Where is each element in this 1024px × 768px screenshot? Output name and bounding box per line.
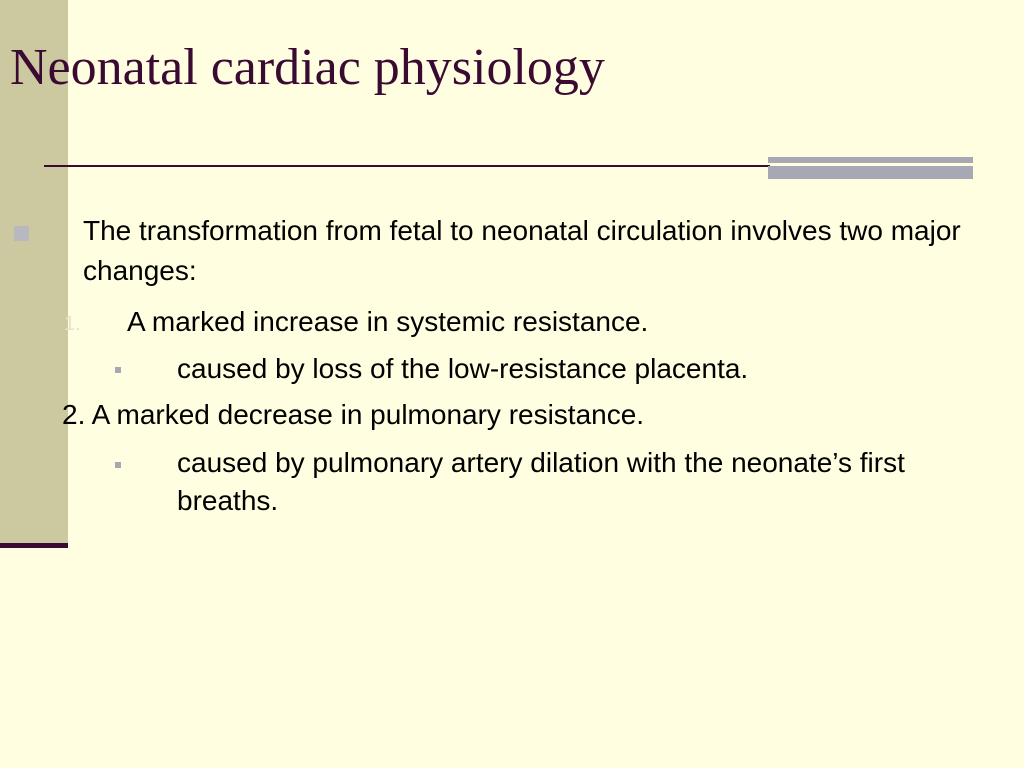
- title-underline: [44, 165, 770, 167]
- sub-bullet-icon: [115, 462, 121, 468]
- sidebar-accent-line: [0, 543, 68, 548]
- list-item-2: 2. A marked decrease in pulmonary resistance.: [62, 399, 645, 430]
- list-item-1-detail: caused by loss of the low-resistance placenta.: [177, 353, 749, 384]
- bullet-square-icon: [14, 226, 29, 241]
- list-item-2-detail: caused by pulmonary artery dilation with the neonate’s first breaths.: [177, 447, 905, 516]
- list-item-1: A marked increase in systemic resistance.: [127, 306, 649, 337]
- sub-bullet-icon: [115, 367, 121, 373]
- slide-title: Neonatal cardiac physiology: [10, 39, 605, 96]
- title-underline-accent: [768, 157, 973, 179]
- list-number-1: 1.: [64, 313, 81, 335]
- intro-paragraph: The transformation from fetal to neonatal circulation involves two major changes:: [83, 215, 961, 286]
